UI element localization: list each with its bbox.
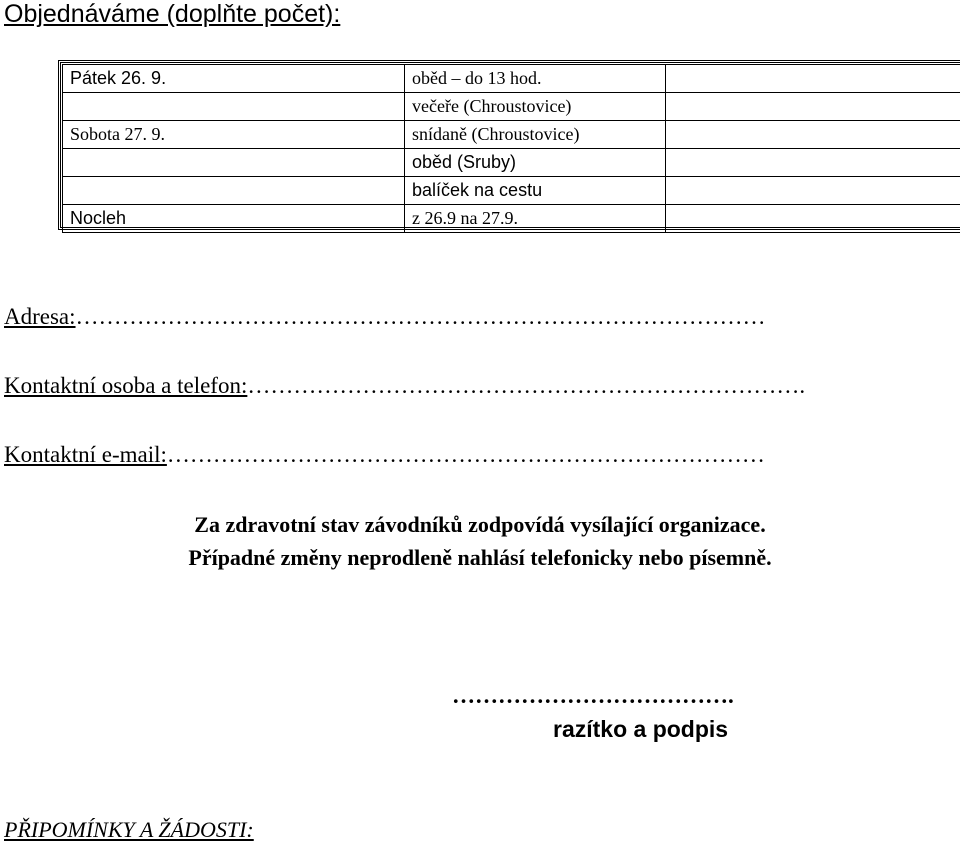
- order-item-cell: z 26.9 na 27.9.: [405, 205, 666, 233]
- contact-field[interactable]: [4, 373, 805, 399]
- order-row: [63, 177, 960, 205]
- order-count-cell[interactable]: [666, 205, 960, 233]
- changes-note: Případné změny neprodleně nahlásí telefonicky nebo písemně.: [188, 545, 772, 570]
- order-row: [63, 149, 960, 177]
- order-row: [63, 65, 960, 93]
- address-dots: ………………………………………………………………………………: [75, 304, 766, 329]
- email-dots: ……………………………………………………………………: [166, 442, 765, 467]
- order-count-cell[interactable]: [666, 121, 960, 149]
- order-row: [63, 121, 960, 149]
- signature-label: razítko a podpis: [553, 716, 729, 742]
- order-row: [63, 93, 960, 121]
- contact-label: Kontaktní osoba a telefon:: [4, 373, 248, 398]
- contact-dots: ……………………………………………………………….: [247, 373, 806, 398]
- order-count-cell[interactable]: [666, 149, 960, 177]
- order-count-cell[interactable]: [666, 65, 960, 93]
- order-count-cell[interactable]: [666, 177, 960, 205]
- order-count-cell[interactable]: [666, 93, 960, 121]
- email-field[interactable]: [4, 442, 765, 468]
- order-day-cell: Pátek 26. 9.: [63, 65, 405, 93]
- email-label: Kontaktní e-mail:: [4, 442, 167, 467]
- order-day-cell: [63, 149, 405, 177]
- health-responsibility-note: Za zdravotní stav závodníků zodpovídá vysílající organizace.: [194, 512, 766, 537]
- page-title: Objednáváme (doplňte počet):: [4, 0, 341, 28]
- order-item-cell: oběd – do 13 hod.: [405, 65, 666, 93]
- remarks-heading: PŘIPOMÍNKY A ŽÁDOSTI:: [4, 817, 254, 842]
- signature-line: ……………………………….: [452, 683, 734, 708]
- order-day-cell: [63, 177, 405, 205]
- order-row: [63, 205, 960, 233]
- order-day-cell: Nocleh: [63, 205, 405, 233]
- order-day-cell: Sobota 27. 9.: [63, 121, 405, 149]
- order-item-cell: snídaně (Chroustovice): [405, 121, 666, 149]
- order-item-cell: večeře (Chroustovice): [405, 93, 666, 121]
- order-day-cell: [63, 93, 405, 121]
- order-table: [58, 60, 960, 230]
- order-item-cell: balíček na cestu: [405, 177, 666, 205]
- order-item-cell: oběd (Sruby): [405, 149, 666, 177]
- address-field[interactable]: [4, 304, 766, 330]
- address-label: Adresa:: [4, 304, 76, 329]
